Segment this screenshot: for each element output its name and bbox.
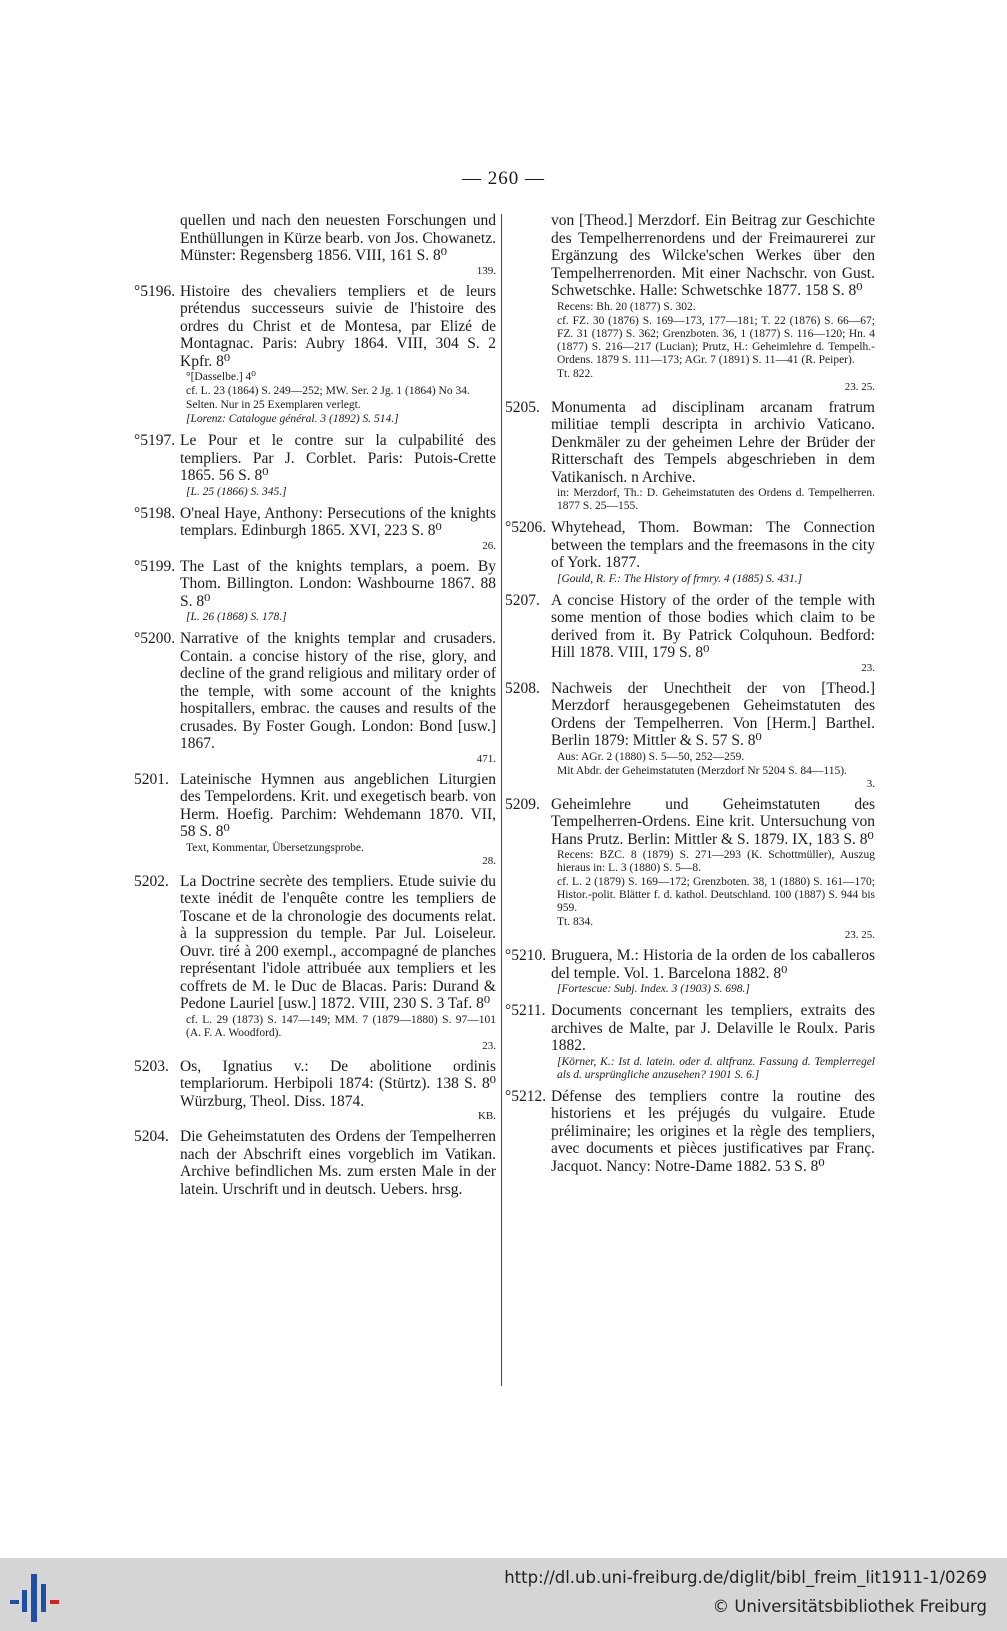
entry-text: Nachweis der Unechtheit der von [Theod.] Merzdorf herausgegebenen Geheimstatuten des Ordens der Tempelherren. Von [Herm.] Barthel. Berlin 1879: Mittler & S. 57 S. 8⁰: [551, 679, 875, 749]
entry-text: Documents concernant les templiers, extraits des archives de Malte, par J. Delaville le Roulx. Paris 1882.: [551, 1002, 875, 1054]
bibliography-entry: [134, 432, 496, 499]
entry-text: Monumenta ad disciplinam arcanam fratrum militiae templi descripta in archivio Vaticano. Denkmäler zu der geheimen Lehre der Brüder der Ritterschaft des Tempels abgeschrieben in dem Vatikanisch. n Archive.: [551, 398, 875, 486]
bibliography-entry: [134, 1128, 496, 1198]
bibliography-entry: [134, 1058, 496, 1123]
bibliography-entry: [134, 630, 496, 765]
entry-number: °5211.: [505, 1002, 546, 1019]
entry-text: Le Pour et le contre sur la culpabilité des templiers. Par J. Corblet. Paris: Putois-Crette 1865. 56 S. 8⁰: [180, 432, 496, 484]
entry-text: Os, Ignatius v.: De abolitione ordinis templariorum. Herbipoli 1874: (Stürtz). 138 S. 8⁰ Würzburg, Theol. Diss. 1874.: [180, 1057, 496, 1110]
bibliography-entry: [134, 771, 496, 867]
entry-number: 5205.: [505, 398, 540, 416]
entry-note: Selten. Nur in 25 Exemplaren verlegt.: [186, 399, 361, 411]
footer-url-link[interactable]: http://dl.ub.uni-freiburg.de/diglit/bibl_freim_lit1911-1/0269: [504, 1568, 987, 1587]
column-divider: [501, 214, 502, 1386]
entry-number: °5200.: [134, 630, 176, 647]
entry-number: 5204.: [134, 1128, 169, 1145]
bibliography-entry: [505, 680, 875, 790]
bibliography-entry: [505, 592, 875, 674]
entry-note: Recens: Bh. 20 (1877) S. 302.: [557, 300, 696, 313]
entry-number: °5197.: [134, 432, 176, 449]
entry-text: Die Geheimstatuten des Ordens der Tempelherren nach der Abschrift eines vorgeblich im Vatikan. Archive befindlichen Ms. zum ersten Male in der latein. Urschrift und in deutsch. Uebers. hrsg.: [180, 1128, 496, 1198]
entry-note: cf. L. 23 (1864) S. 249—252; MW. Ser. 2 Jg. 1 (1864) No 34.: [186, 385, 470, 397]
entry-note: Tt. 834.: [557, 916, 594, 928]
entry-text: Whytehead, Thom. Bowman: The Connection between the templars and the freemasons in the city of York. 1877.: [551, 519, 875, 571]
entry-text: Lateinische Hymnen aus angeblichen Liturgien des Tempelordens. Krit. und exegetisch bearb. von Herm. Hoefig. Parchim: Wehdemann 1870. VII, 58 S. 8⁰: [180, 770, 496, 840]
entry-number: °5206.: [505, 519, 547, 536]
entry-note: cf. L. 2 (1879) S. 169—172; Grenzboten. 38, 1 (1880) S. 161—170; Histor.-polit. Blätter f. d. kathol. Deutschland. 100 (1887) S. 944 bis 959.: [557, 876, 875, 914]
bibliography-entry: [505, 399, 875, 514]
bibliography-entry: [505, 212, 875, 393]
entry-text: Défense des templiers contre la routine des historiens et les préjugés du vulgaire. Etude préliminaire; les origines et la règle des templiers, avec documents et pièces justificatives par Franç. Jacquot. Nancy: Notre-Dame 1882. 53 S. 8⁰: [551, 1087, 875, 1175]
entry-note: Aus: AGr. 2 (1880) S. 5—50, 252—259.: [557, 750, 745, 763]
entry-note: Tt. 822.: [557, 367, 594, 380]
entry-text: A concise History of the order of the temple with some mention of those bodies which claim to be derived from it. By Patrick Colquhoun. Bedford: Hill 1878. VIII, 179 S. 8⁰: [551, 591, 875, 661]
entry-reference: [Gould, R. F.: The History of frmry. 4 (1885) S. 431.]: [557, 572, 803, 585]
entry-note: Recens: BZC. 8 (1879) S. 271—293 (K. Schottmüller), Auszug hieraus in: L. 3 (1880) S. 5—8.: [557, 849, 875, 874]
entry-number: 5208.: [505, 679, 540, 697]
footer-copyright: © Universitätsbibliothek Freiburg: [712, 1597, 987, 1616]
entry-number: 5202.: [134, 872, 169, 890]
entry-number: 5207.: [505, 591, 540, 609]
page-number: — 260 —: [462, 168, 545, 189]
bibliography-entry: [134, 558, 496, 625]
entry-signature: 471.: [476, 752, 496, 765]
entry-text: von [Theod.] Merzdorf. Ein Beitrag zur Geschichte des Tempelherrenordens und der Freimaurerei zur Ergänzung des Wilcke'schen Werkes über den Tempelherrenorden. Mit einer Nachschr. von Gust. Schwetschke. Halle: Schwetschke 1877. 158 S. 8⁰: [551, 212, 875, 299]
entry-note: °[Dasselbe.] 4⁰: [186, 371, 256, 383]
entry-signature: 26.: [482, 539, 496, 552]
bibliography-entry: [505, 519, 875, 586]
bibliography-entry: [134, 283, 496, 427]
entry-number: 5209.: [505, 795, 540, 813]
entry-reference: [Körner, K.: Ist d. latein. oder d. altfranz. Fassung d. Templerregel als d. ursprüngliche anzusehen? 1901 S. 6.]: [557, 1055, 875, 1081]
entry-number: °5199.: [134, 557, 176, 575]
entry-signature: 139.: [476, 264, 496, 277]
entry-signature: 23. 25.: [844, 929, 875, 941]
bibliography-entry: [505, 1002, 875, 1082]
bibliography-entry: [505, 796, 875, 942]
entry-text: Geheimlehre und Geheimstatuten des Tempelherren-Ordens. Eine krit. Untersuchung von Hans Prutz. Berlin: Mittler & S. 1879. IX, 183 S. 8⁰: [551, 795, 875, 848]
left-column: [134, 212, 496, 1204]
entry-text: Narrative of the knights templar and crusaders. Contain. a concise history of the rise, glory, and decline of the grand religious and military order of the temple, with some account of the knights hospitallers, embrac. the causes and results of the crusades. By Foster Gough. London: Bond [usw.] 1867.: [180, 630, 496, 752]
entry-reference: [L. 25 (1866) S. 345.]: [186, 485, 287, 498]
entry-note: cf. FZ. 30 (1876) S. 169—173, 177—181; T. 22 (1876) S. 66—67; FZ. 31 (1877) S. 362; Grenzboten. 36, 1 (1877) S. 116—120; Hn. 4 (1877) S. 216—217 (Lucian); Prutz, H.: Geheimlehre d. Tempelh.-Ordens. 1879 S. 111—173; AGr. 7 (1891) S. 11—41 (R. Peiper).: [557, 314, 875, 366]
entry-number: °5210.: [505, 947, 547, 964]
bibliography-entry: [134, 873, 496, 1052]
entry-number: °5196.: [134, 282, 176, 300]
entry-text: La Doctrine secrète des templiers. Etude suivie du texte inédit de l'enquête contre les templiers de Toscane et de la chronologie des documents relat. à la suppression du temple. Par Jul. Loiseleur. Ouvr. tiré à 200 exempl., accompagné de planches représentant l'idole attribuée aux templiers et les coffrets de M. le Duc de Blacas. Paris: Durand & Pedone Lauriel [usw.] 1872. VIII, 230 S. 3 Taf. 8⁰: [180, 872, 496, 1012]
entry-number: 5203.: [134, 1057, 169, 1075]
entry-text: The Last of the knights templars, a poem. By Thom. Billington. London: Washbourne 1867. 88 S. 8⁰: [180, 557, 496, 610]
right-column: [505, 212, 875, 1181]
entry-note: Text, Kommentar, Übersetzungsprobe.: [186, 841, 364, 854]
entry-signature: 3.: [866, 777, 875, 790]
bibliography-entry: [505, 1088, 875, 1176]
entry-note: cf. L. 29 (1873) S. 147—149; MM. 7 (1879—1880) S. 97—101 (A. F. A. Woodford).: [186, 1013, 496, 1039]
entry-number: °5212.: [505, 1087, 547, 1105]
ub-freiburg-logo-icon: [10, 1570, 66, 1622]
entry-signature: 23.: [861, 661, 875, 674]
entry-text: O'neal Haye, Anthony: Persecutions of the knights templars. Edinburgh 1865. XVI, 223 S. 8⁰: [180, 504, 496, 539]
entry-signature: 28.: [482, 854, 496, 867]
bibliography-entry: [134, 505, 496, 552]
entry-number: °5198.: [134, 504, 176, 522]
entry-signature: KB.: [477, 1110, 496, 1122]
footer-bar: [0, 1558, 1007, 1631]
entry-note: Mit Abdr. der Geheimstatuten (Merzdorf Nr 5204 S. 84—115).: [557, 764, 847, 777]
bibliography-entry: [505, 947, 875, 996]
entry-reference: [Fortescue: Subj. Index. 3 (1903) S. 698.]: [557, 983, 750, 995]
entry-text: quellen und nach den neuesten Forschungen und Enthüllungen in Kürze bearb. von Jos. Chowanetz. Münster: Regensberg 1856. VIII, 161 S. 8⁰: [180, 212, 496, 264]
entry-note: in: Merzdorf, Th.: D. Geheimstatuten des Ordens d. Tempelherren. 1877 S. 25—155.: [557, 487, 875, 512]
entry-signature: 23.: [482, 1039, 496, 1052]
entry-signature: 23. 25.: [844, 380, 875, 393]
entry-text: Bruguera, M.: Historia de la orden de los caballeros del temple. Vol. 1. Barcelona 1882. 8⁰: [551, 947, 875, 982]
entry-text: Histoire des chevaliers templiers et de leurs prétendus successeurs suivie de l'histoire des ordres du Christ et de Montesa, par Elizé de Montagnac. Paris: Aubry 1864. VIII, 304 S. 2 Kpfr. 8⁰: [180, 282, 496, 370]
entry-reference: [L. 26 (1868) S. 178.]: [186, 611, 287, 623]
bibliography-entry: [134, 212, 496, 277]
entry-number: 5201.: [134, 770, 169, 788]
entry-reference: [Lorenz: Catalogue général. 3 (1892) S. 514.]: [186, 413, 399, 425]
